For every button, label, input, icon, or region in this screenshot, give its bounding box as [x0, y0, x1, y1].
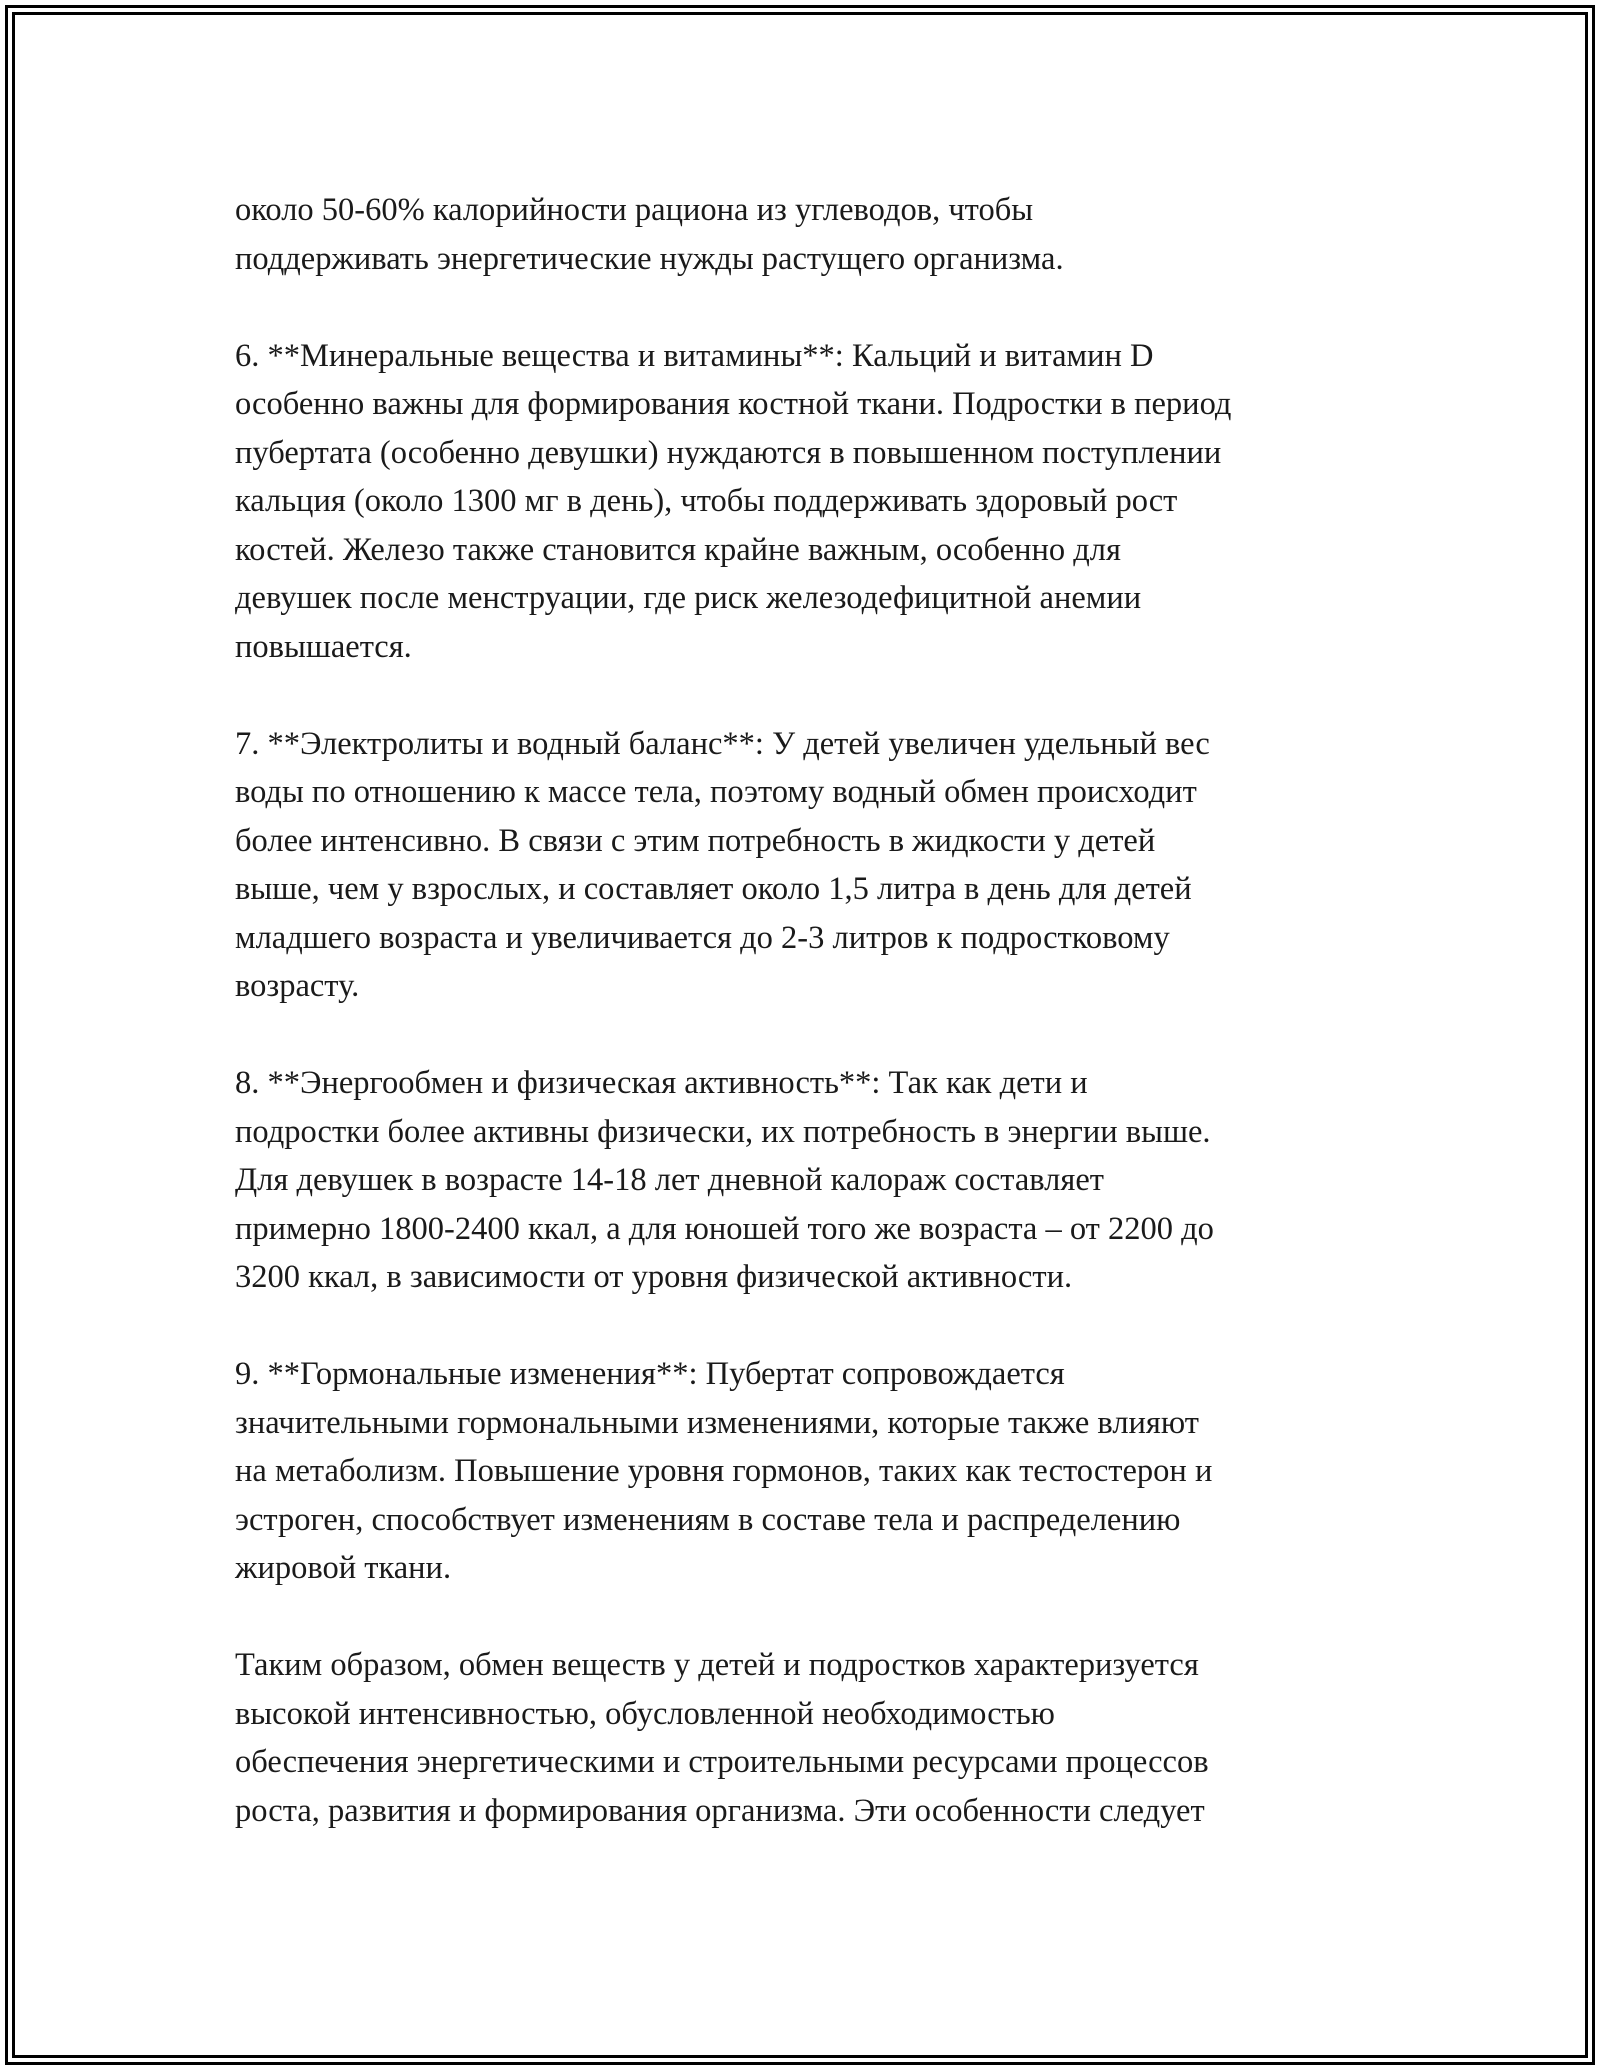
- paragraph-energy-activity: 8. **Энергообмен и физическая активность**: Так как дети и подростки более активны физически, их потребность в энергии выше. Для девушек в возрасте 14-18 лет дневной калораж составляет примерно 1800-2400 ккал, а для юношей того же возраста – от 2200 до 3200 ккал, в зависимости от уровня физической активности.: [235, 1065, 1214, 1295]
- paragraph-minerals-vitamins: 6. **Минеральные вещества и витамины**: Кальций и витамин D особенно важны для формирования костной ткани. Подростки в период пубертата (особенно девушки) нуждаются в повышенном поступлении кальция (около 1300 мг в день), чтобы поддерживать здоровый рост костей. Железо также становится крайне важным, особенно для девушек после менструации, где риск железодефицитной анемии повышается.: [235, 337, 1232, 665]
- paragraph-conclusion: Таким образом, обмен веществ у детей и подростков характеризуется высокой интенсивностью, обусловленной необходимостью обеспечения энергетическими и строительными ресурсами процессов роста, развития и формирования организма. Эти особенности следует: [235, 1647, 1209, 1829]
- paragraph-carbohydrates-continued: около 50-60% калорийности рациона из углеводов, чтобы поддерживать энергетические нужды растущего организма.: [235, 192, 1064, 277]
- document-body: [235, 186, 1415, 1835]
- paragraph-electrolytes-water: 7. **Электролиты и водный баланс**: У детей увеличен удельный вес воды по отношению к массе тела, поэтому водный обмен происходит более интенсивно. В связи с этим потребность в жидкости у детей выше, чем у взрослых, и составляет около 1,5 литра в день для детей младшего возраста и увеличивается до 2-3 литров к подростковому возрасту.: [235, 725, 1210, 1004]
- paragraph-hormonal-changes: 9. **Гормональные изменения**: Пубертат сопровождается значительными гормональными изменениями, которые также влияют на метаболизм. Повышение уровня гормонов, таких как тестостерон и эстроген, способствует изменениям в составе тела и распределению жировой ткани.: [235, 1356, 1213, 1586]
